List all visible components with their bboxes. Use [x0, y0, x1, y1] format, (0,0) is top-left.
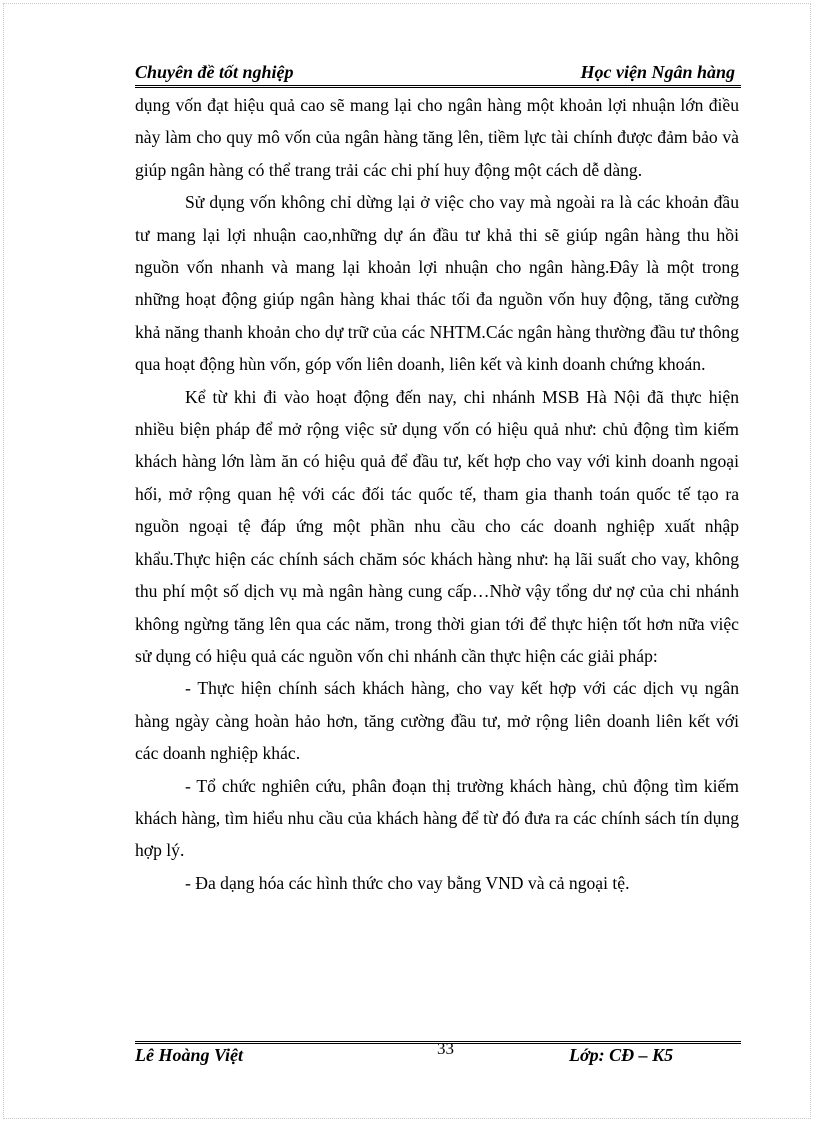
page-header — [135, 58, 741, 88]
paragraph-continuation: dụng vốn đạt hiệu quả cao sẽ mang lại cho ngân hàng một khoản lợi nhuận lớn điều này làm cho quy mô vốn của ngân hàng tăng lên, tiềm lực tài chính được đảm bảo và giúp ngân hàng có thể trang trải các chi phí huy động một cách dễ dàng. — [135, 95, 739, 180]
solution-item-market-research: - Tổ chức nghiên cứu, phân đoạn thị trường khách hàng, chủ động tìm kiếm khách hàng, tìm hiểu nhu cầu của khách hàng để từ đó đưa ra các chính sách tín dụng hợp lý. — [135, 775, 739, 861]
header-institution: Học viện Ngân hàng — [580, 62, 735, 82]
header-document-title: Chuyên đề tốt nghiệp — [135, 62, 294, 82]
solution-item-diversify-lending: - Đa dạng hóa các hình thức cho vay bằng VND và cả ngoại tệ. — [185, 872, 630, 893]
page-number: 33 — [437, 1039, 454, 1058]
solution-item-customer-policy: - Thực hiện chính sách khách hàng, cho vay kết hợp với các dịch vụ ngân hàng ngày càng hoàn hảo hơn, tăng cường đầu tư, mở rộng liên doanh liên kết với các doanh nghiệp khác. — [135, 678, 739, 764]
footer-class: Lớp: CĐ – K5 — [569, 1045, 674, 1065]
page-footer — [135, 1039, 741, 1075]
footer-author: Lê Hoàng Việt — [135, 1045, 243, 1065]
paragraph-msb-hanoi: Kể từ khi đi vào hoạt động đến nay, chi nhánh MSB Hà Nội đã thực hiện nhiều biện pháp để mở rộng việc sử dụng vốn có hiệu quả như: chủ động tìm kiếm khách hàng lớn làm ăn có hiệu quả để đầu tư, kết hợp cho vay với kinh doanh ngoại hối, mở rộng quan hệ với các đối tác quốc tế, tham gia thanh toán quốc tế tạo ra nguồn ngoại tệ đáp ứng một phần nhu cầu cho các doanh nghiệp xuất nhập khẩu.Thực hiện các chính sách chăm sóc khách hàng như: hạ lãi suất cho vay, không thu phí một số dịch vụ mà ngân hàng cung cấp…Nhờ vậy tổng dư nợ của chi nhánh không ngừng tăng lên qua các năm, trong thời gian tới để thực hiện tốt hơn nữa việc sử dụng có hiệu quả các nguồn vốn chi nhánh cần thực hiện các giải pháp: — [135, 386, 739, 666]
paragraph-investment: Sử dụng vốn không chỉ dừng lại ở việc cho vay mà ngoài ra là các khoản đầu tư mang lại lợi nhuận cao,những dự án đầu tư khả thi sẽ giúp ngân hàng thu hồi nguồn vốn nhanh và mang lại khoản lợi nhuận cho ngân hàng.Đây là một trong những hoạt động giúp ngân hàng khai thác tối đa nguồn vốn huy động, tăng cường khả năng thanh khoản cho dự trữ của các NHTM.Các ngân hàng thường đầu tư thông qua hoạt động hùn vốn, góp vốn liên doanh, liên kết và kinh doanh chứng khoán. — [135, 192, 739, 375]
body-text — [135, 89, 739, 899]
